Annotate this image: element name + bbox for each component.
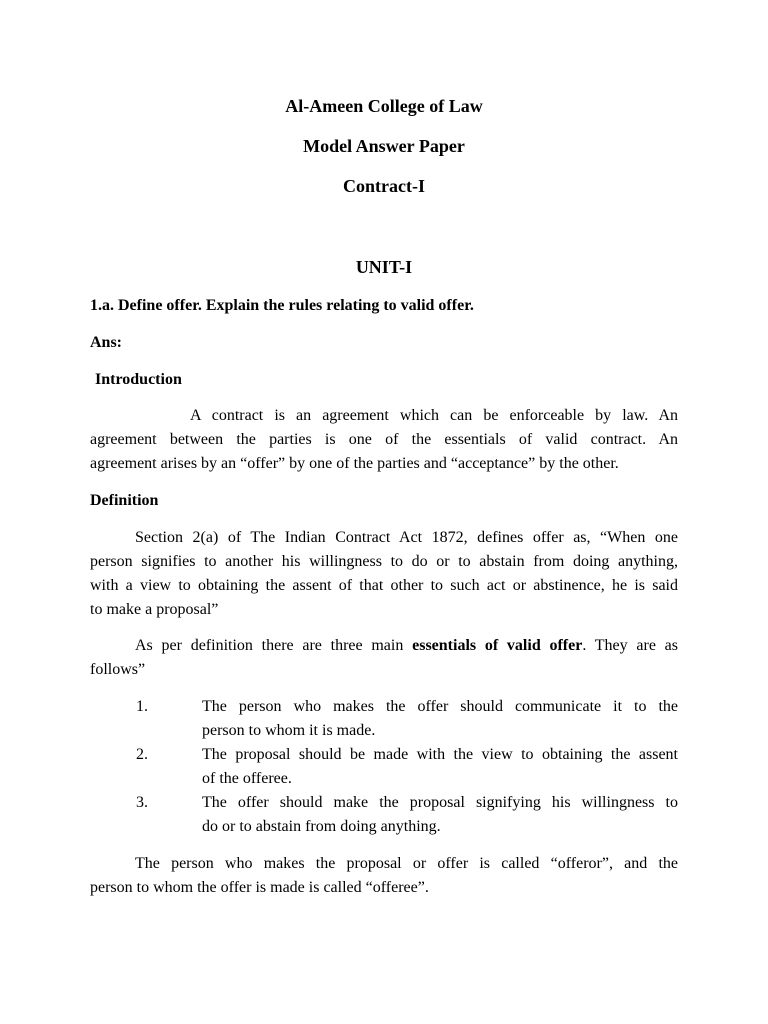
list-line: The person who makes the offer should communicate it to the [202,698,678,715]
closing-line: The person who makes the proposal or offer is called “offeror”, and the [135,855,678,872]
list-text [202,791,678,839]
essentials-line [90,634,678,658]
essentials-text: As per definition there are three main [135,637,413,654]
essentials-emphasis: essentials of valid offer [412,637,583,654]
list-line: The proposal should be made with the view to obtaining the assent [202,746,678,763]
intro-line: A contract is an agreement which can be enforceable by law. An [190,407,678,424]
essentials-paragraph [90,634,678,682]
list-text [202,743,678,791]
list-line: do or to abstain from doing anything. [202,818,441,835]
definition-paragraph [90,526,678,622]
essentials-line: follows” [90,661,146,678]
closing-paragraph [90,852,678,900]
list-text [202,695,678,743]
definition-heading: Definition [90,492,159,509]
list-number: 1. [136,698,148,715]
intro-line: agreement arises by an “offer” by one of the parties and “acceptance” by the other. [90,455,619,472]
definition-line: person signifies to another his willingness to do or to abstain from doing anything, [90,553,678,570]
list-line: The offer should make the proposal signifying his willingness to [202,794,678,811]
list-number: 2. [136,746,148,763]
subject-title: Contract-I [343,176,425,196]
essentials-text: . They are as [582,637,679,654]
closing-line: person to whom the offer is made is called “offeree”. [90,879,429,896]
question-heading: 1.a. Define offer. Explain the rules relating to valid offer. [90,297,474,314]
definition-line: with a view to obtaining the assent of that other to such act or abstinence, he is said [90,577,678,594]
list-number: 3. [136,794,148,811]
answer-label: Ans: [90,334,123,351]
list-line: of the offeree. [202,770,292,787]
definition-line: Section 2(a) of The Indian Contract Act 1872, defines offer as, “When one [135,529,678,546]
college-title: Al-Ameen College of Law [285,96,483,116]
list-line: person to whom it is made. [202,722,376,739]
introduction-heading: Introduction [95,371,182,388]
paper-title: Model Answer Paper [303,136,465,156]
intro-line: agreement between the parties is one of the essentials of valid contract. An [90,431,678,448]
introduction-paragraph [90,404,678,476]
definition-line: to make a proposal” [90,601,219,618]
unit-heading: UNIT-I [355,257,413,277]
